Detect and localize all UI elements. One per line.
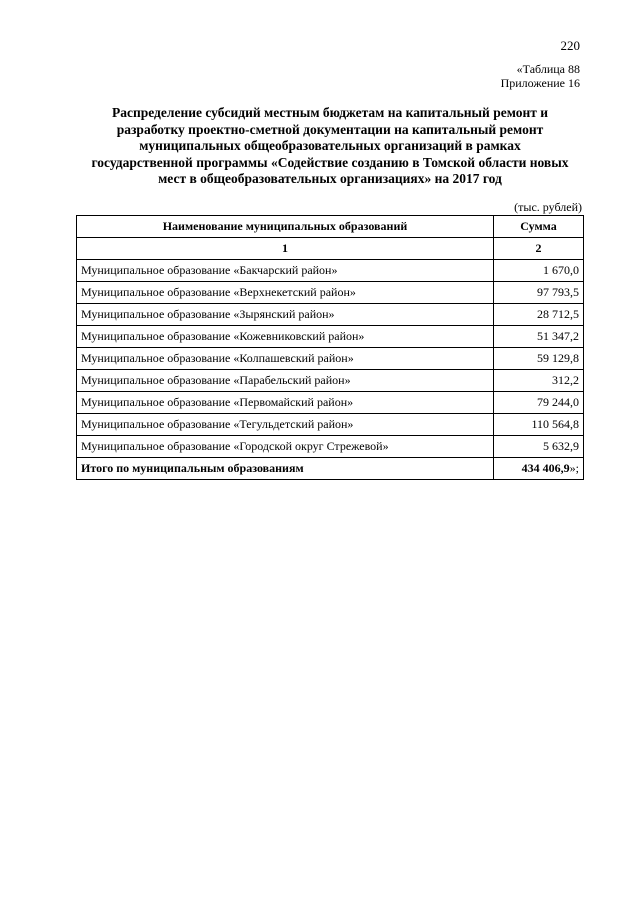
page-number: 220 bbox=[560, 38, 580, 53]
table-row bbox=[77, 304, 584, 326]
column-number: 2 bbox=[494, 238, 584, 260]
subsidy-amount: 59 129,8 bbox=[494, 348, 584, 370]
municipality-name: Муниципальное образование «Верхнекетский район» bbox=[77, 282, 494, 304]
municipality-name: Муниципальное образование «Бакчарский район» bbox=[77, 260, 494, 282]
municipality-name: Муниципальное образование «Городской округ Стрежевой» bbox=[77, 436, 494, 458]
table-row bbox=[77, 260, 584, 282]
total-label: Итого по муниципальным образованиям bbox=[77, 458, 494, 480]
municipality-name: Муниципальное образование «Тегульдетский район» bbox=[77, 414, 494, 436]
title-line: мест в общеобразовательных организациях» на 2017 год bbox=[158, 171, 502, 186]
units-label: (тыс. рублей) bbox=[514, 200, 582, 214]
title-line: разработку проектно-сметной документации на капитальный ремонт bbox=[116, 121, 544, 137]
subsidy-amount: 79 244,0 bbox=[494, 392, 584, 414]
municipality-name: Муниципальное образование «Колпашевский район» bbox=[77, 348, 494, 370]
table-reference: «Таблица 88 bbox=[516, 62, 580, 76]
total-amount-cell bbox=[494, 458, 584, 480]
subsidy-table bbox=[76, 215, 584, 480]
total-row bbox=[77, 458, 584, 480]
table-row bbox=[77, 414, 584, 436]
subsidy-amount: 110 564,8 bbox=[494, 414, 584, 436]
table-row bbox=[77, 326, 584, 348]
column-header-amount: Сумма bbox=[494, 216, 584, 238]
table-header-row bbox=[77, 216, 584, 238]
table-row bbox=[77, 436, 584, 458]
subsidy-amount: 1 670,0 bbox=[494, 260, 584, 282]
subsidy-amount: 5 632,9 bbox=[494, 436, 584, 458]
table-row bbox=[77, 392, 584, 414]
title-line: государственной программы «Содействие созданию в Томской области новых bbox=[91, 154, 569, 170]
column-header-name: Наименование муниципальных образований bbox=[77, 216, 494, 238]
title-line: муниципальных общеобразовательных организаций в рамках bbox=[139, 138, 521, 153]
subsidy-amount: 312,2 bbox=[494, 370, 584, 392]
subsidy-amount: 51 347,2 bbox=[494, 326, 584, 348]
municipality-name: Муниципальное образование «Первомайский район» bbox=[77, 392, 494, 414]
column-number-row bbox=[77, 238, 584, 260]
table-row bbox=[77, 348, 584, 370]
subsidy-amount: 28 712,5 bbox=[494, 304, 584, 326]
document-title bbox=[76, 105, 584, 188]
column-number: 1 bbox=[77, 238, 494, 260]
total-amount: 434 406,9 bbox=[521, 461, 570, 475]
closing-quote: »; bbox=[569, 461, 579, 475]
municipality-name: Муниципальное образование «Кожевниковский район» bbox=[77, 326, 494, 348]
annex-reference bbox=[501, 62, 580, 90]
table-row bbox=[77, 370, 584, 392]
title-line: Распределение субсидий местным бюджетам на капитальный ремонт и bbox=[111, 105, 549, 120]
municipality-name: Муниципальное образование «Парабельский район» bbox=[77, 370, 494, 392]
annex-number: Приложение 16 bbox=[500, 76, 580, 90]
municipality-name: Муниципальное образование «Зырянский район» bbox=[77, 304, 494, 326]
table-row bbox=[77, 282, 584, 304]
subsidy-amount: 97 793,5 bbox=[494, 282, 584, 304]
